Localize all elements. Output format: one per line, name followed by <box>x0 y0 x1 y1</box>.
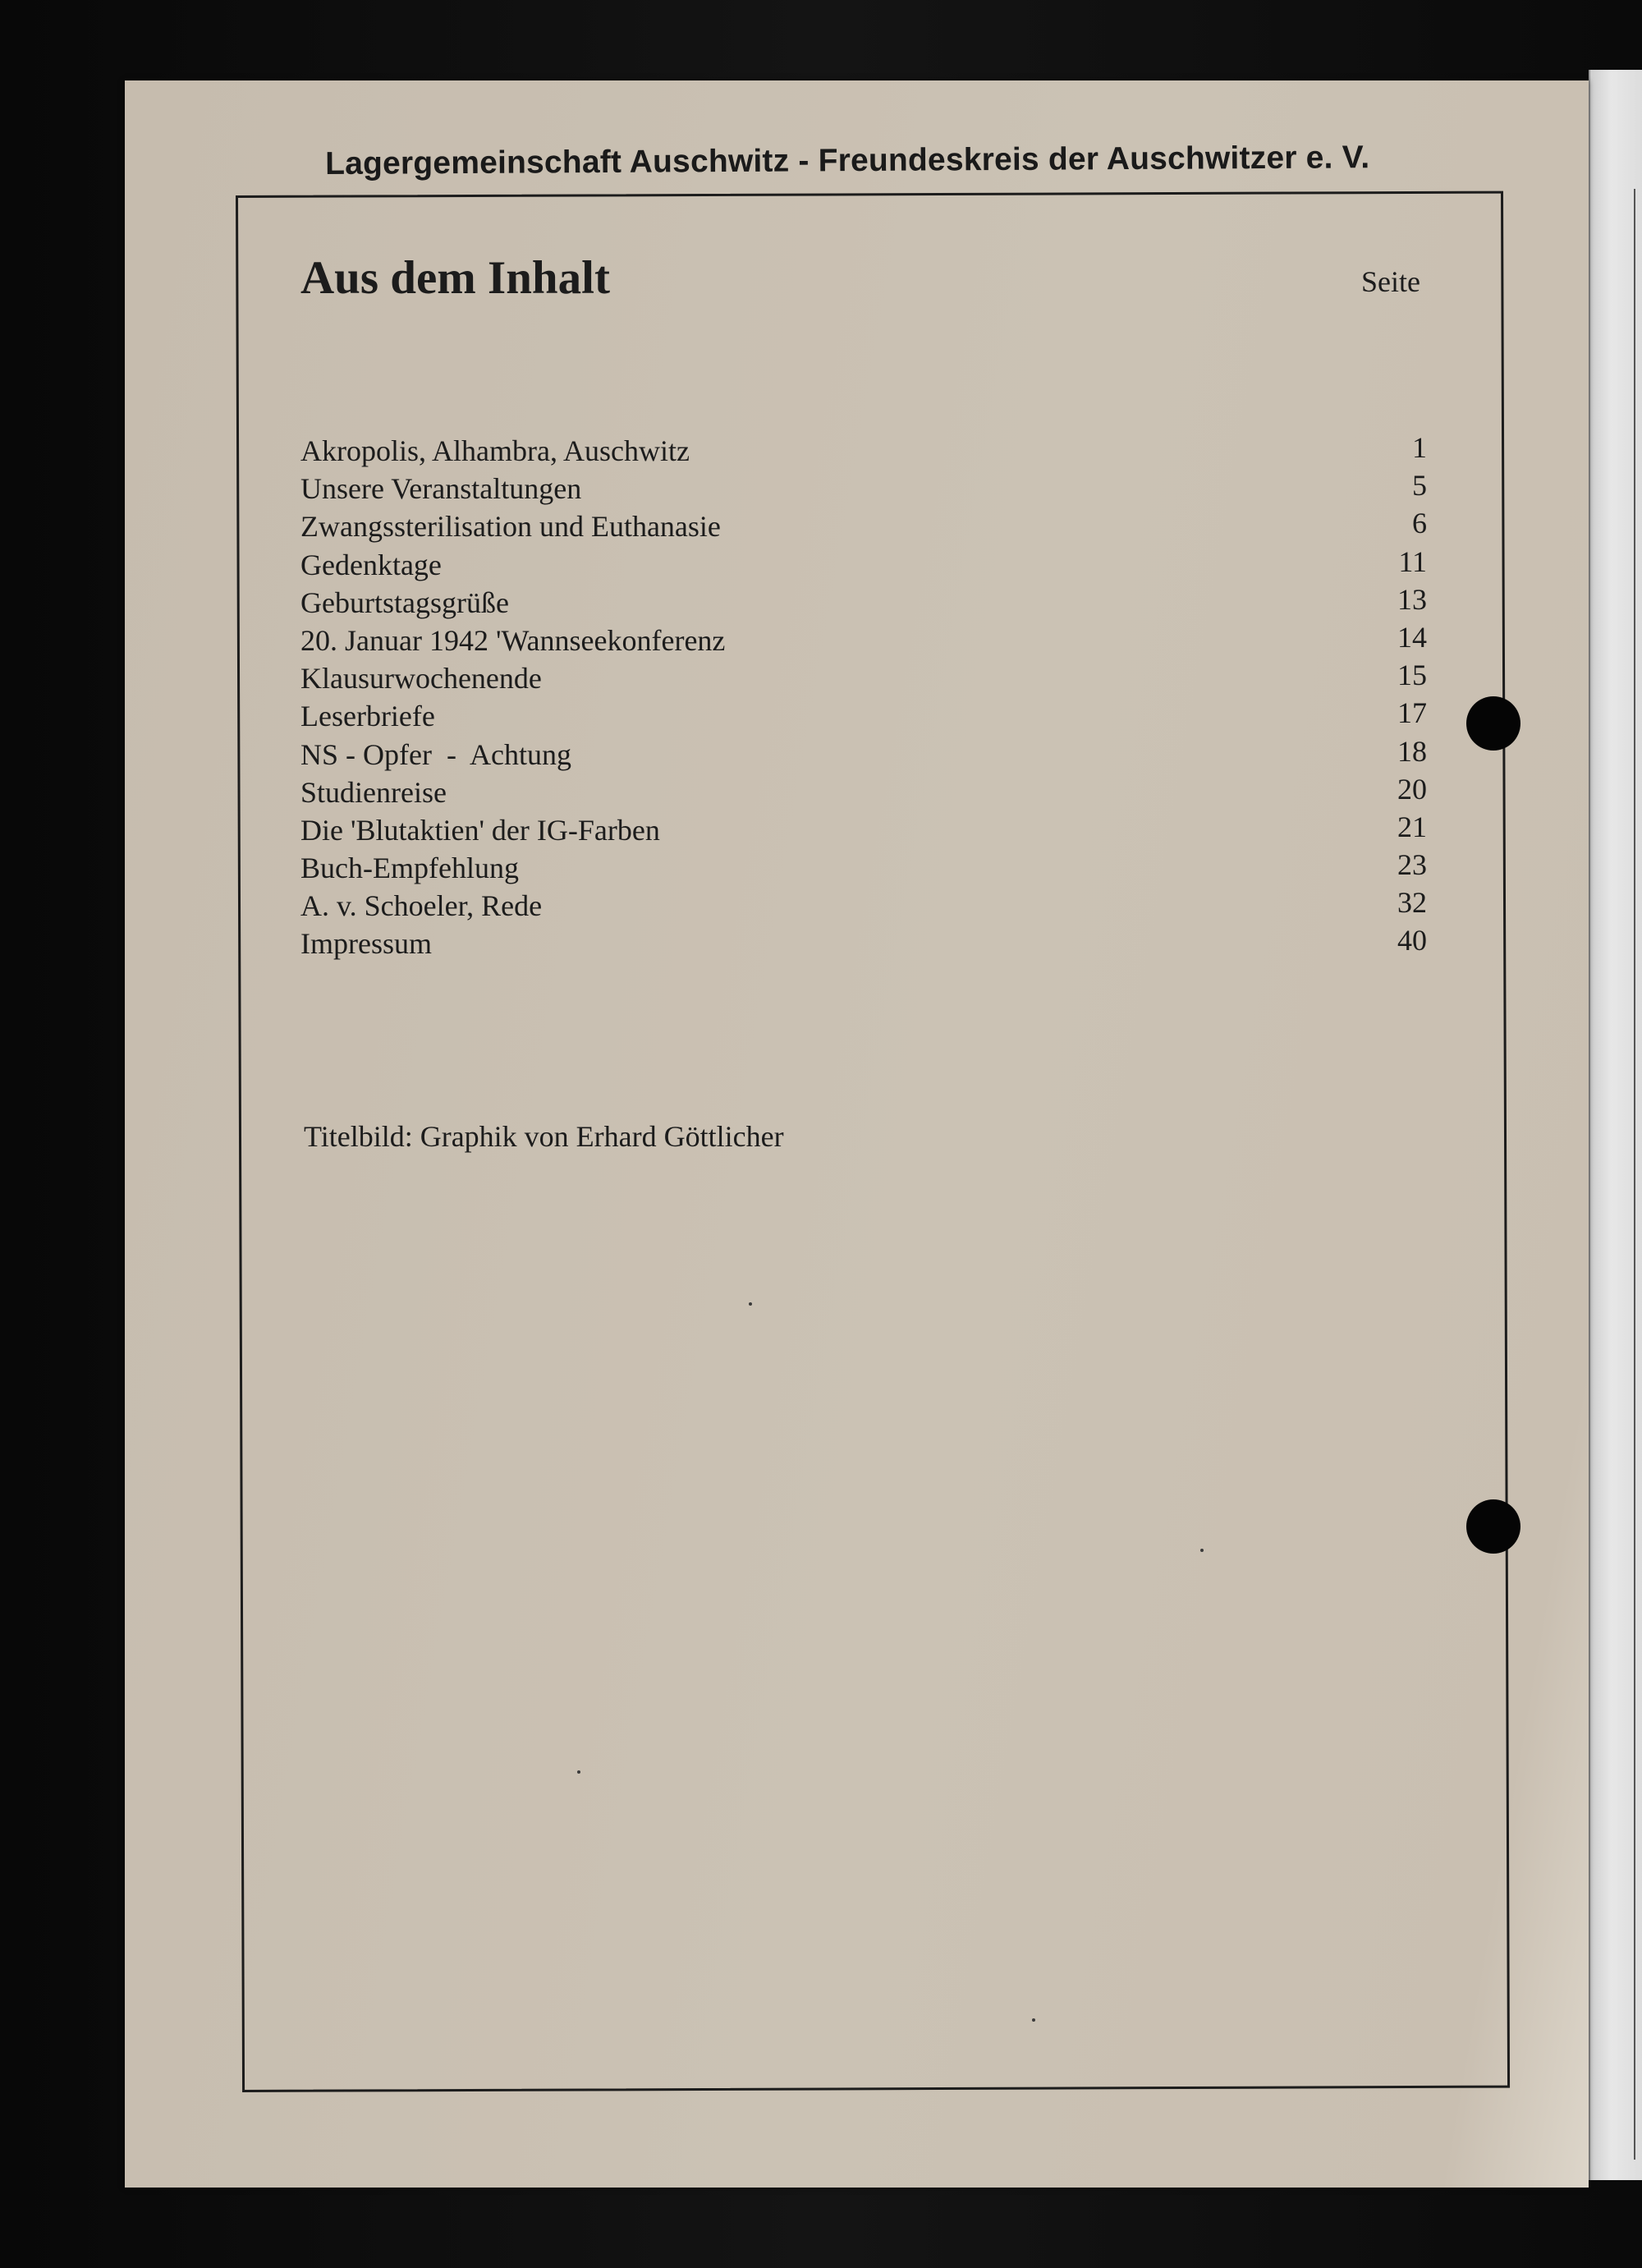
toc-entry-title: 20. Januar 1942 'Wannseekonferenz <box>300 623 726 657</box>
paper-speck <box>1032 2018 1035 2022</box>
toc-entry-title: A. v. Schoeler, Rede <box>300 889 543 923</box>
toc-entry-title: Buch-Empfehlung <box>300 852 519 885</box>
toc-entry-title: Impressum <box>300 927 432 961</box>
toc-entry <box>300 582 1427 623</box>
toc-entry-page: 11 <box>1398 544 1427 578</box>
toc-entry <box>300 848 1427 888</box>
toc-entry-page: 17 <box>1397 696 1427 730</box>
toc-entry-page: 1 <box>1412 431 1427 464</box>
toc-entry <box>300 888 1427 926</box>
toc-entry-title: Zwangssterilisation und Euthanasie <box>300 510 721 544</box>
toc-entry-title: NS - Opfer - Achtung <box>300 737 571 771</box>
toc-entry-title: Geburtstagsgrüße <box>300 585 509 619</box>
toc-entry <box>300 509 1427 547</box>
toc-entry-page: 15 <box>1397 659 1427 692</box>
toc-entry-title: Klausurwochenende <box>300 662 542 696</box>
toc-list <box>300 431 1427 965</box>
toc-entry-title: Studienreise <box>300 775 447 809</box>
page-column-label: Seite <box>1361 265 1420 298</box>
paper-speck <box>577 1770 580 1774</box>
toc-entry <box>300 810 1427 851</box>
cover-image-credit: Titelbild: Graphik von Erhard Göttlicher <box>304 1120 784 1153</box>
toc-entry <box>300 471 1427 509</box>
toc-entry-page: 32 <box>1397 886 1427 920</box>
toc-entry-title: Gedenktage <box>300 548 442 581</box>
toc-entry-page: 23 <box>1397 848 1427 882</box>
punch-hole <box>1466 696 1520 751</box>
toc-entry <box>300 431 1427 471</box>
toc-entry-title: Unsere Veranstaltungen <box>300 472 582 506</box>
adjacent-page-border <box>1634 189 1642 2160</box>
toc-entry-title: Die 'Blutaktien' der IG-Farben <box>300 813 660 847</box>
toc-entry <box>300 734 1427 775</box>
toc-entry-page: 13 <box>1397 582 1427 616</box>
toc-title: Aus dem Inhalt <box>300 252 610 304</box>
toc-entry <box>300 772 1427 813</box>
punch-hole <box>1466 1499 1520 1554</box>
paper-speck <box>749 1302 752 1306</box>
toc-entry-page: 20 <box>1397 772 1427 806</box>
toc-entry-page: 18 <box>1397 734 1427 768</box>
toc-entry-title: Akropolis, Alhambra, Auschwitz <box>300 434 690 467</box>
toc-entry <box>300 544 1427 585</box>
paper-speck <box>1200 1549 1204 1552</box>
toc-entry <box>300 926 1427 964</box>
toc-entry-page: 21 <box>1397 810 1427 843</box>
toc-entry <box>300 620 1427 661</box>
toc-entry-page: 40 <box>1397 924 1427 957</box>
toc-entry-page: 5 <box>1412 469 1427 503</box>
toc-entry-page: 6 <box>1412 507 1427 540</box>
toc-entry-title: Leserbriefe <box>300 700 435 733</box>
toc-entry <box>300 696 1427 737</box>
toc-entry <box>300 661 1427 699</box>
toc-entry-page: 14 <box>1397 620 1427 654</box>
publisher-header: Lagergemeinschaft Auschwitz - Freundeskreis der Auschwitzer e. V. <box>325 140 1370 181</box>
